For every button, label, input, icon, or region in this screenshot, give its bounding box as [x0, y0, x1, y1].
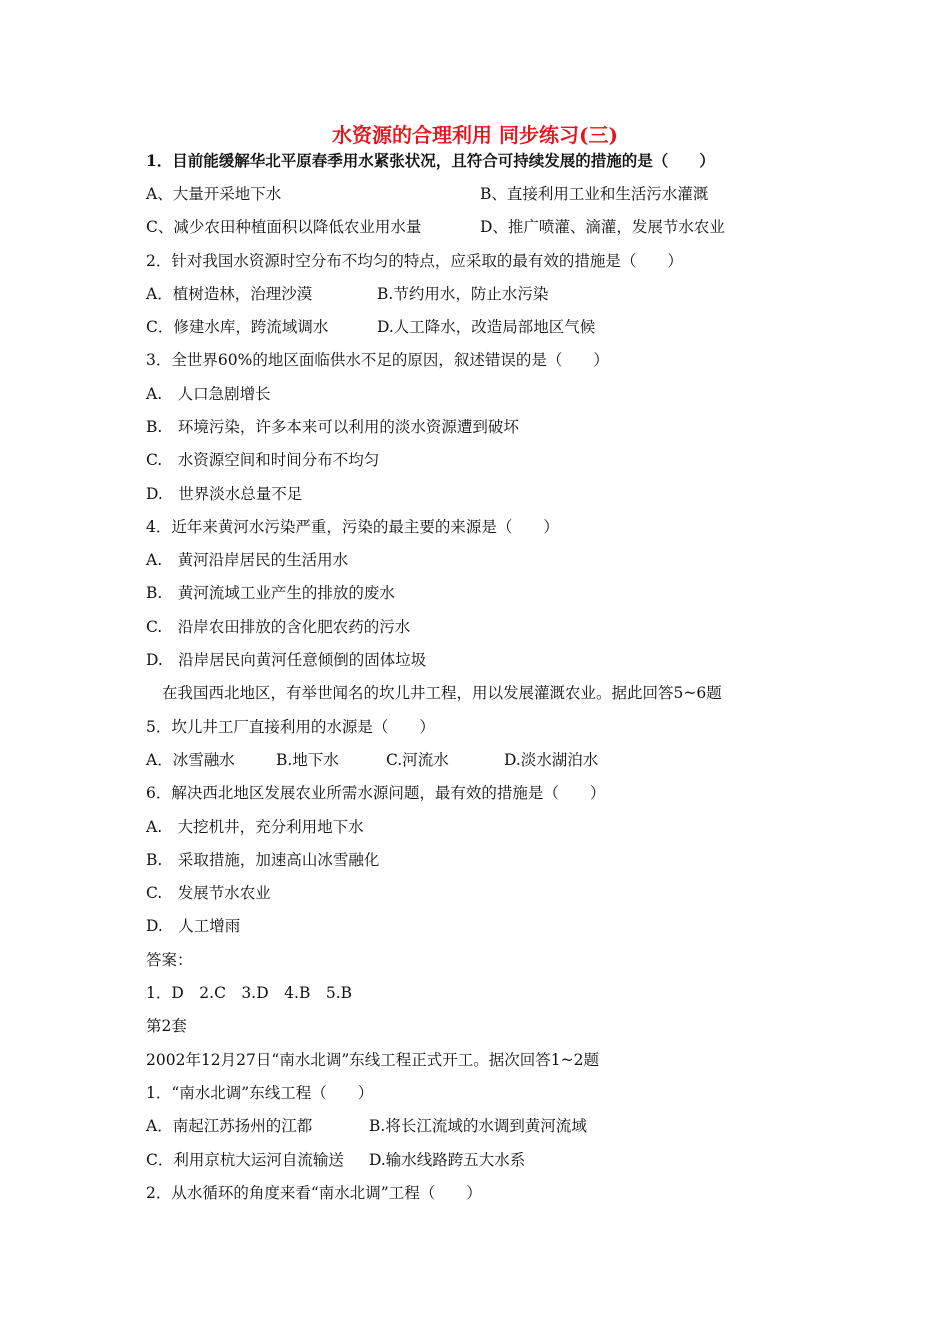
- option-text: B.地下水: [276, 751, 339, 769]
- question-4-stem: 4．近年来黄河水污染严重，污染的最主要的来源是（ ）: [146, 518, 559, 536]
- option-row: [146, 749, 599, 771]
- option-text: D.输水线路跨五大水系: [369, 1151, 526, 1169]
- option-text: D. 世界淡水总量不足: [146, 485, 303, 503]
- question-2-stem: 2．针对我国水资源时空分布不均匀的特点，应采取的最有效的措施是（ ）: [146, 252, 683, 270]
- option-text: A、大量开采地下水: [146, 185, 282, 203]
- option-text: B. 采取措施，加速高山冰雪融化: [146, 851, 380, 869]
- question-5-stem: 5．坎儿井工厂直接利用的水源是（ ）: [146, 718, 435, 736]
- option-text: A．南起江苏扬州的江都: [146, 1117, 313, 1135]
- option-text: C. 发展节水农业: [146, 884, 271, 902]
- option-text: A. 大挖机井，充分利用地下水: [146, 818, 364, 836]
- option-text: D.人工降水，改造局部地区气候: [377, 318, 596, 336]
- question-3-stem: 3．全世界60%的地区面临供水不足的原因，叙述错误的是（ ）: [146, 351, 609, 369]
- question-2-stem: 2．从水循环的角度来看“南水北调”工程（ ）: [146, 1184, 482, 1202]
- option-text: B. 黄河流域工业产生的排放的废水: [146, 584, 395, 602]
- option-row: [146, 283, 549, 305]
- question-1-stem: 1．“南水北调”东线工程（ ）: [146, 1084, 374, 1102]
- option-text: C. 沿岸农田排放的含化肥农药的污水: [146, 618, 411, 636]
- option-text: C.河流水: [386, 751, 449, 769]
- option-text: C、减少农田种植面积以降低农业用水量: [146, 218, 422, 236]
- option-row: [146, 183, 709, 205]
- answer-heading: 答案：: [146, 951, 193, 969]
- option-text: C．利用京杭大运河自流输送: [146, 1151, 344, 1169]
- question-1-stem: 1．目前能缓解华北平原春季用水紧张状况，且符合可持续发展的措施的是（ ）: [146, 151, 715, 170]
- option-text: B.节约用水，防止水污染: [377, 285, 549, 303]
- option-text: D、推广喷灌、滴灌，发展节水农业: [480, 218, 725, 236]
- option-row: [146, 216, 725, 238]
- option-text: A. 黄河沿岸居民的生活用水: [146, 551, 349, 569]
- passage-intro: 在我国西北地区，有举世闻名的坎儿井工程，用以发展灌溉农业。据此回答5~6题: [162, 684, 722, 702]
- document-title: 水资源的合理利用 同步练习(三): [332, 123, 618, 147]
- option-text: D. 人工增雨: [146, 917, 241, 935]
- option-text: B、直接利用工业和生活污水灌溉: [480, 185, 709, 203]
- passage-intro: 2002年12月27日“南水北调”东线工程正式开工。据次回答1~2题: [146, 1051, 599, 1069]
- option-row: [146, 316, 596, 338]
- question-6-stem: 6．解决西北地区发展农业所需水源问题，最有效的措施是（ ）: [146, 784, 606, 802]
- option-text: A．冰雪融水: [146, 751, 235, 769]
- option-text: B. 环境污染，许多本来可以利用的淡水资源遭到破坏: [146, 418, 519, 436]
- option-text: B.将长江流域的水调到黄河流域: [369, 1117, 587, 1135]
- option-text: A. 人口急剧增长: [146, 385, 271, 403]
- option-text: A．植树造林，治理沙漠: [146, 285, 313, 303]
- option-text: D.淡水湖泊水: [504, 751, 599, 769]
- option-row: [146, 1149, 526, 1171]
- option-text: C．修建水库，跨流域调水: [146, 318, 329, 336]
- option-text: D. 沿岸居民向黄河任意倾倒的固体垃圾: [146, 651, 427, 669]
- option-text: C. 水资源空间和时间分布不均匀: [146, 451, 380, 469]
- option-row: [146, 1115, 587, 1137]
- answer-key: 1．D 2.C 3.D 4.B 5.B: [146, 984, 353, 1002]
- section-heading: 第2套: [146, 1017, 187, 1035]
